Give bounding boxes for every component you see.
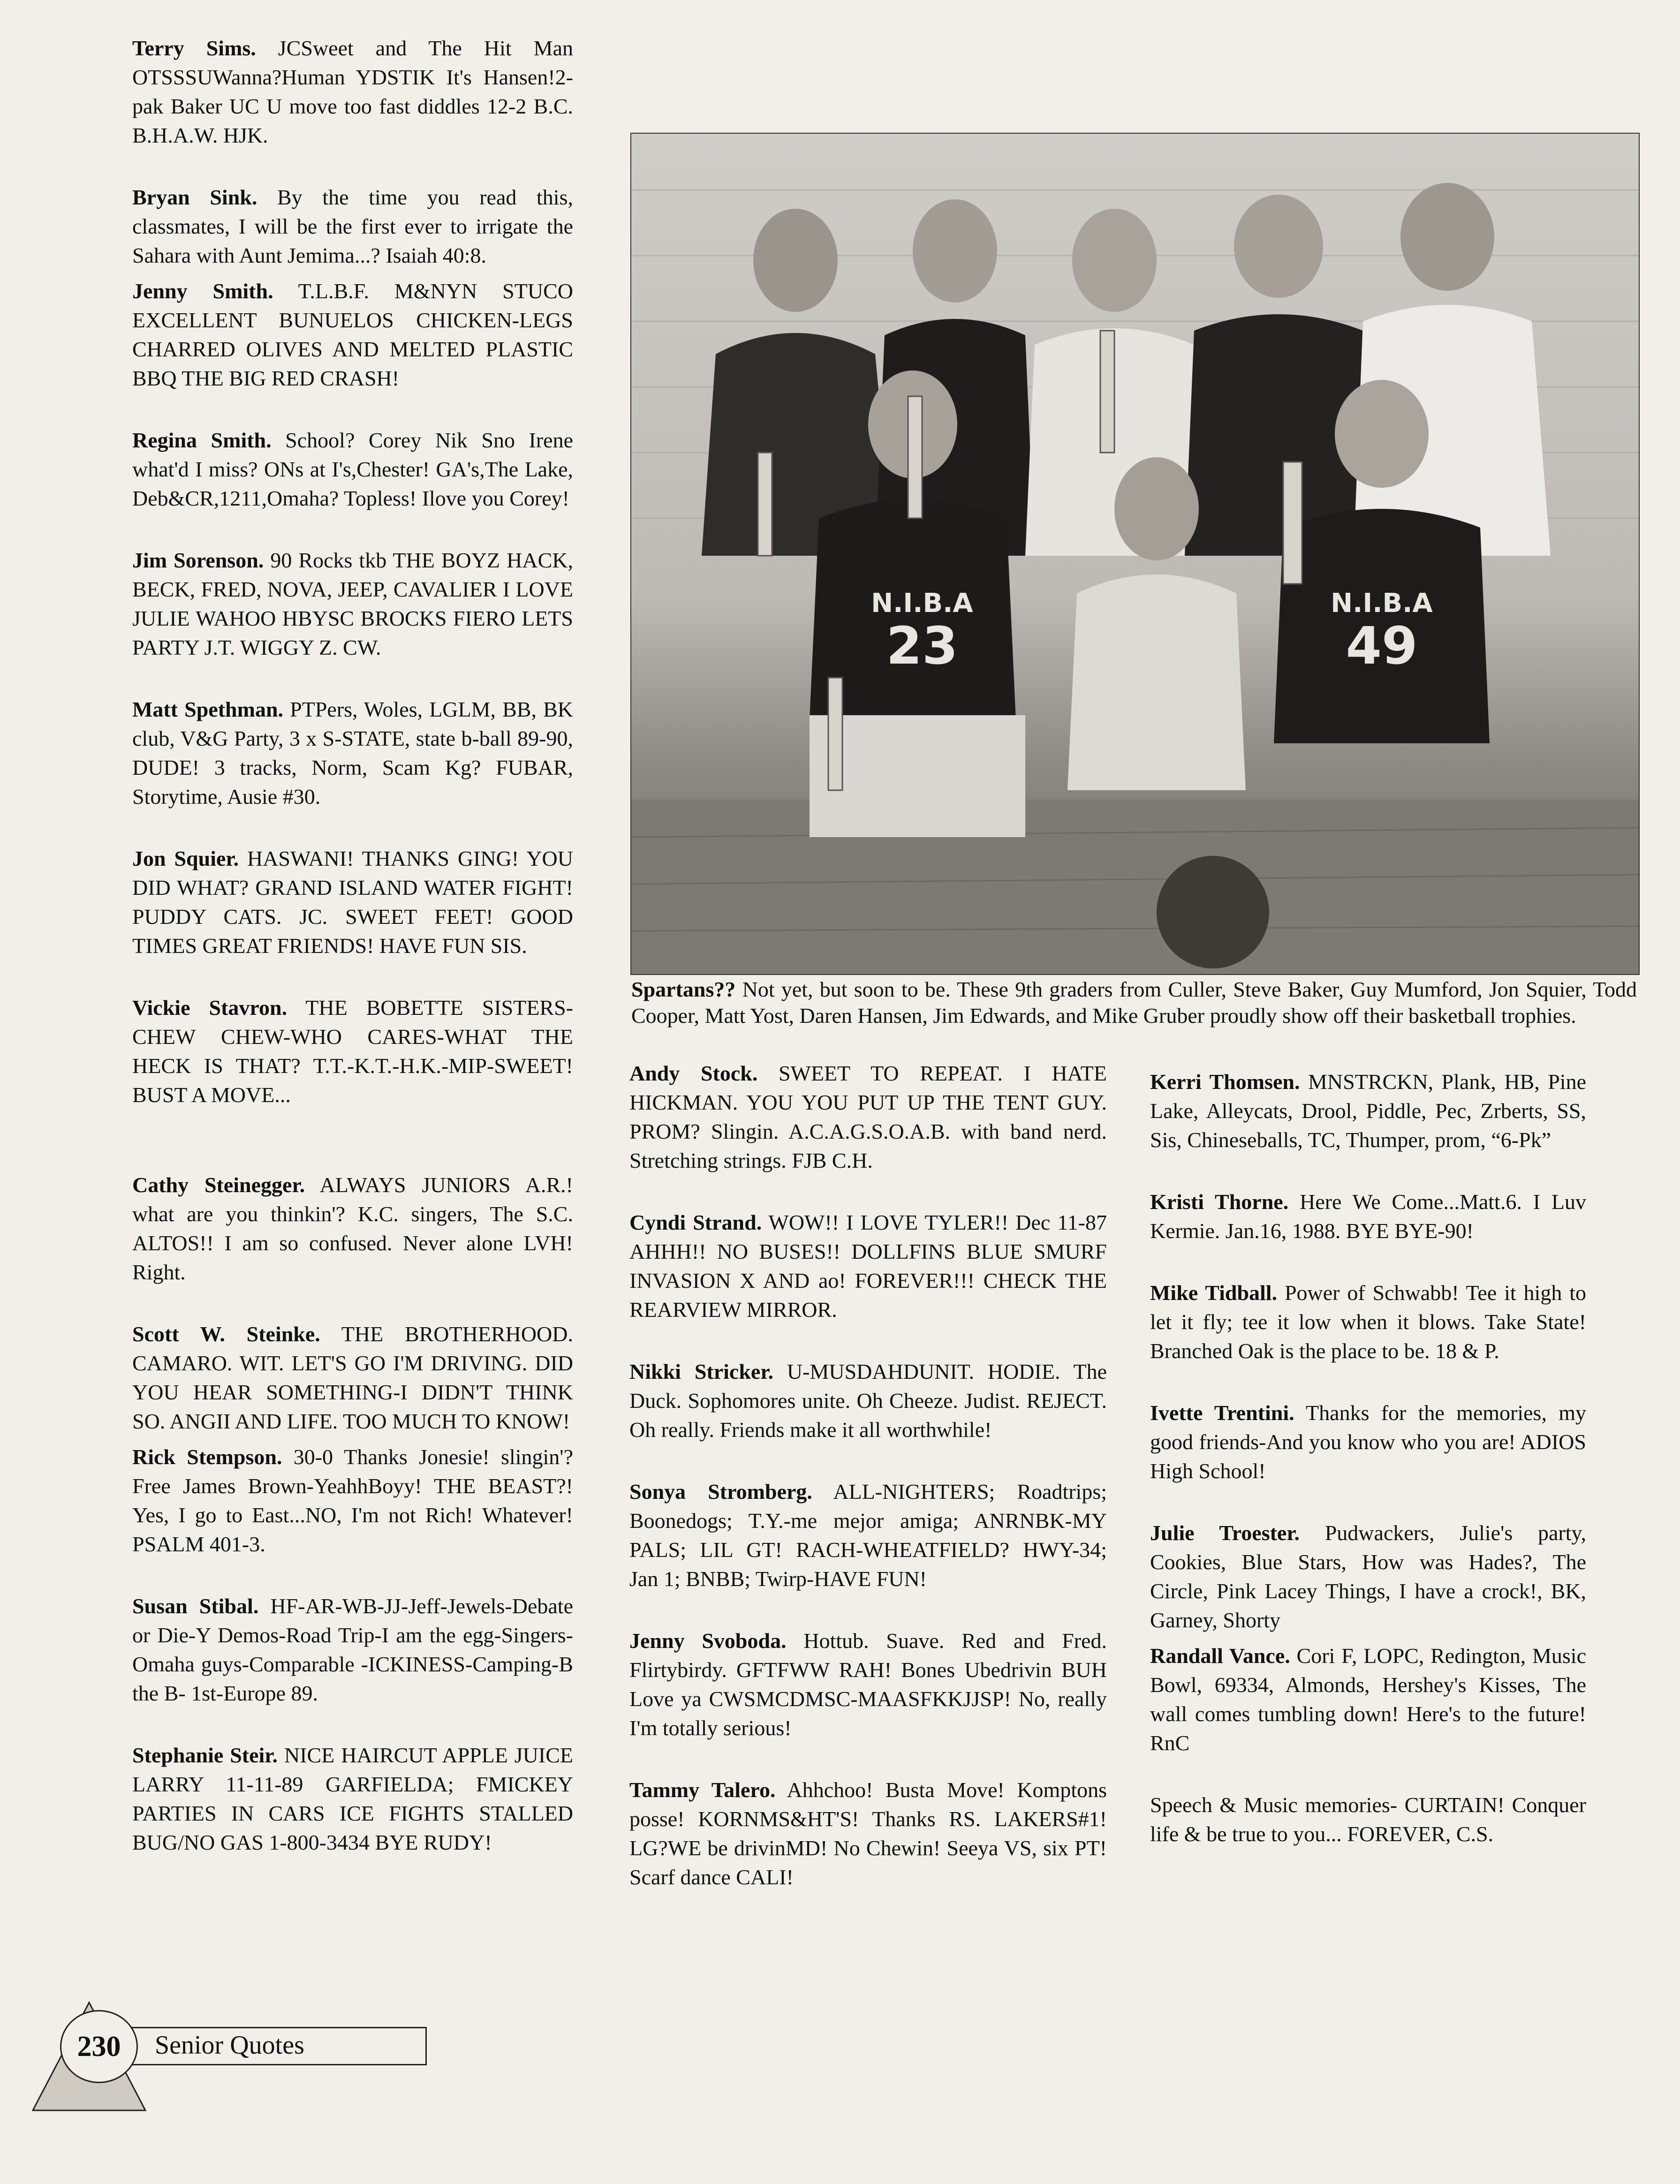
student-name: Jon Squier. bbox=[132, 846, 239, 870]
student-name: Stephanie Steir. bbox=[132, 1743, 278, 1767]
quote-entry bbox=[1150, 1187, 1586, 1246]
quote-text: HASWANI! THANKS GING! YOU DID WHAT? GRAND ISLAND WATER FIGHT! PUDDY CATS. JC. SWEET FEET! GOOD TIMES GREAT FRIENDS! HAVE FUN SIS. bbox=[132, 846, 573, 958]
quote-entry bbox=[132, 426, 573, 513]
quote-entry bbox=[629, 1208, 1107, 1324]
student-name: Andy Stock. bbox=[629, 1061, 758, 1085]
student-name: Ivette Trentini. bbox=[1150, 1401, 1294, 1425]
quote-text: 30-0 Thanks Jonesie! slingin'? Free James Brown-YeahhBoyy! THE BEAST?! Yes, I go to East...NO, I'm not Rich! Whatever! PSALM 401-3. bbox=[132, 1445, 573, 1556]
student-name: Rick Stempson. bbox=[132, 1445, 282, 1469]
student-name: Sonya Stromberg. bbox=[629, 1480, 812, 1504]
quote-text: Ahhchoo! Busta Move! Komptons posse! KORNMS&HT'S! Thanks RS. LAKERS#1! LG?WE be drivinMD! No Chewin! Seeya VS, six PT! Scarf dance CALI! bbox=[629, 1778, 1107, 1889]
quote-entry bbox=[132, 546, 573, 662]
team-photo bbox=[630, 133, 1640, 975]
student-name: Jenny Smith. bbox=[132, 279, 273, 303]
quote-entry bbox=[132, 1443, 573, 1559]
student-name: Scott W. Steinke. bbox=[132, 1322, 320, 1346]
quote-entry bbox=[1150, 1278, 1586, 1366]
quote-text: U-MUSDAHDUNIT. HODIE. The Duck. Sophomores unite. Oh Cheeze. Judist. REJECT. Oh really. Friends make it all worthwhile! bbox=[629, 1360, 1107, 1442]
student-name: Mike Tidball. bbox=[1150, 1281, 1278, 1305]
quote-entry bbox=[629, 1477, 1107, 1594]
quote-entry bbox=[1150, 1641, 1586, 1758]
quote-text: School? Corey Nik Sno Irene what'd I miss? ONs at I's,Chester! GA's,The Lake, Deb&CR,1211,Omaha? Topless! Ilove you Corey! bbox=[132, 428, 573, 510]
quote-entry bbox=[132, 34, 573, 150]
jersey-right-number: 49 bbox=[1346, 616, 1418, 676]
jersey-right-letters: N.I.B.A bbox=[1331, 588, 1433, 619]
photo-caption bbox=[631, 976, 1637, 1029]
quote-entry bbox=[132, 1592, 573, 1708]
quote-text: Power of Schwabb! Tee it high to let it fly; tee it low when it blows. Take State! Branched Oak is the place to be. 18 & P. bbox=[1150, 1281, 1586, 1363]
quote-entry bbox=[629, 1059, 1107, 1175]
quote-entry bbox=[1150, 1791, 1586, 1849]
jersey-left-number: 23 bbox=[886, 616, 958, 676]
student-name: Randall Vance. bbox=[1150, 1644, 1290, 1668]
quote-entry bbox=[1150, 1067, 1586, 1155]
quote-entry bbox=[132, 993, 573, 1110]
quote-entry bbox=[132, 1171, 573, 1287]
student-name: Vickie Stavron. bbox=[132, 996, 288, 1020]
quote-text: Here We Come...Matt.6. I Luv Kermie. Jan.16, 1988. BYE BYE-90! bbox=[1150, 1190, 1586, 1243]
quote-text: WOW!! I LOVE TYLER!! Dec 11-87 AHHH!! NO BUSES!! DOLLFINS BLUE SMURF INVASION X AND ao! FOREVER!!! CHECK THE REARVIEW MIRROR. bbox=[629, 1210, 1107, 1322]
quote-text: ALL-NIGHTERS; Roadtrips; Boonedogs; T.Y.-me mejor amiga; ANRNBK-MY PALS; LIL GT! RACH-WHEATFIELD? HWY-34; Jan 1; BNBB; Twirp-HAVE FUN! bbox=[629, 1480, 1107, 1591]
quote-entry bbox=[132, 1741, 573, 1857]
quote-entry bbox=[1150, 1398, 1586, 1486]
quote-text: Speech & Music memories- CURTAIN! Conquer life & be true to you... FOREVER, C.S. bbox=[1150, 1793, 1586, 1846]
quote-text: JCSweet and The Hit Man OTSSSUWanna?Human YDSTIK It's Hansen!2-pak Baker UC U move too fast diddles 12-2 B.C. B.H.A.W. HJK. bbox=[132, 36, 573, 147]
caption-lead: Spartans?? bbox=[631, 977, 736, 1001]
quote-text: T.L.B.F. M&NYN STUCO EXCELLENT BUNUELOS CHICKEN-LEGS CHARRED OLIVES AND MELTED PLASTIC BBQ THE BIG RED CRASH! bbox=[132, 279, 573, 390]
student-name: Jenny Svoboda. bbox=[629, 1629, 787, 1653]
quote-entry bbox=[132, 1320, 573, 1436]
student-name: Jim Sorenson. bbox=[132, 548, 264, 572]
quote-entry bbox=[132, 183, 573, 270]
quote-text: 90 Rocks tkb THE BOYZ HACK, BECK, FRED, NOVA, JEEP, CAVALIER I LOVE JULIE WAHOO HBYSC BROCKS FIERO LETS PARTY J.T. WIGGY Z. CW. bbox=[132, 548, 573, 659]
quote-text: Hottub. Suave. Red and Fred. Flirtybirdy. GFTFWW RAH! Bones Ubedrivin BUH Love ya CWSMCDMSC-MAASFKKJJSP! No, really I'm totally serious! bbox=[629, 1629, 1107, 1740]
middle-column bbox=[629, 1059, 1107, 1892]
quote-entry bbox=[132, 695, 573, 811]
quote-entry bbox=[629, 1626, 1107, 1743]
quote-text: THE BROTHERHOOD. CAMARO. WIT. LET'S GO I'M DRIVING. DID YOU HEAR SOMETHING-I DIDN'T THINK SO. ANGII AND LIFE. TOO MUCH TO KNOW! bbox=[132, 1322, 573, 1433]
student-name: Cyndi Strand. bbox=[629, 1210, 762, 1234]
quote-entry bbox=[629, 1357, 1107, 1444]
quote-text: THE BOBETTE SISTERS-CHEW CHEW-WHO CARES-WHAT THE HECK IS THAT? T.T.-K.T.-H.K.-MIP-SWEET! BUST A MOVE... bbox=[132, 996, 574, 1107]
quote-text: ALWAYS JUNIORS A.R.! what are you thinkin'? K.C. singers, The S.C. ALTOS!! I am so confused. Never alone LVH! Right. bbox=[132, 1173, 573, 1284]
student-name: Kerri Thomsen. bbox=[1150, 1070, 1300, 1094]
student-name: Bryan Sink. bbox=[132, 185, 257, 209]
quote-text: By the time you read this, classmates, I will be the first ever to irrigate the Sahara with Aunt Jemima...? Isaiah 40:8. bbox=[132, 185, 573, 267]
student-name: Regina Smith. bbox=[132, 428, 272, 452]
student-name: Kristi Thorne. bbox=[1150, 1190, 1289, 1214]
student-name: Cathy Steinegger. bbox=[132, 1173, 305, 1197]
quote-entry bbox=[132, 277, 573, 393]
quote-text: Thanks for the memories, my good friends-And you know who you are! ADIOS High School! bbox=[1150, 1401, 1586, 1483]
quote-text: HF-AR-WB-JJ-Jeff-Jewels-Debate or Die-Y Demos-Road Trip-I am the egg-Singers-Omaha guys-Comparable -ICKINESS-Camping-B the B- 1st-Europe 89. bbox=[132, 1594, 573, 1705]
quote-text: NICE HAIRCUT APPLE JUICE LARRY 11-11-89 GARFIELDA; FMICKEY PARTIES IN CARS ICE FIGHTS STALLED BUG/NO GAS 1-800-3434 BYE RUDY! bbox=[132, 1743, 573, 1854]
student-name: Matt Spethman. bbox=[132, 697, 284, 721]
section-title: Senior Quotes bbox=[155, 2031, 304, 2060]
student-name: Nikki Stricker. bbox=[629, 1360, 774, 1383]
quote-entry bbox=[132, 844, 573, 960]
quote-entry bbox=[1150, 1519, 1586, 1635]
student-name: Terry Sims. bbox=[132, 36, 256, 60]
student-name: Julie Troester. bbox=[1150, 1521, 1300, 1545]
quote-text: Cori F, LOPC, Redington, Music Bowl, 69334, Almonds, Hershey's Kisses, The wall comes tumbling down! Here's to the future! RnC bbox=[1150, 1644, 1587, 1755]
quote-text: PTPers, Woles, LGLM, BB, BK club, V&G Party, 3 x S-STATE, state b-ball 89-90, DUDE! 3 tracks, Norm, Scam Kg? FUBAR, Storytime, Ausie #30. bbox=[132, 697, 573, 809]
page-number: 230 bbox=[60, 2010, 138, 2083]
caption-text: Not yet, but soon to be. These 9th graders from Culler, Steve Baker, Guy Mumford, Jon Squier, Todd Cooper, Matt Yost, Daren Hansen, Jim Edwards, and Mike Gruber proudly show off their basketball trophies. bbox=[631, 977, 1637, 1028]
jersey-left-letters: N.I.B.A bbox=[871, 588, 973, 619]
quote-entry bbox=[629, 1776, 1107, 1892]
quote-text: MNSTRCKN, Plank, HB, Pine Lake, Alleycats, Drool, Piddle, Pec, Zrberts, SS, Sis, Chineseballs, TC, Thumper, prom, “6-Pk” bbox=[1150, 1070, 1586, 1152]
student-name: Tammy Talero. bbox=[629, 1778, 776, 1802]
student-name: Susan Stibal. bbox=[132, 1594, 259, 1618]
left-column bbox=[132, 34, 573, 1857]
right-column bbox=[1150, 1067, 1586, 1849]
team-photo-illustration bbox=[631, 134, 1639, 974]
quote-text: SWEET TO REPEAT. I HATE HICKMAN. YOU YOU PUT UP THE TENT GUY. PROM? Slingin. A.C.A.G.S.O.A.B. with band nerd. Stretching strings. FJB C.H. bbox=[629, 1061, 1107, 1172]
quote-text: Pudwackers, Julie's party, Cookies, Blue Stars, How was Hades?, The Circle, Pink Lacey Things, I have a crock!, BK, Garney, Shorty bbox=[1150, 1521, 1586, 1632]
